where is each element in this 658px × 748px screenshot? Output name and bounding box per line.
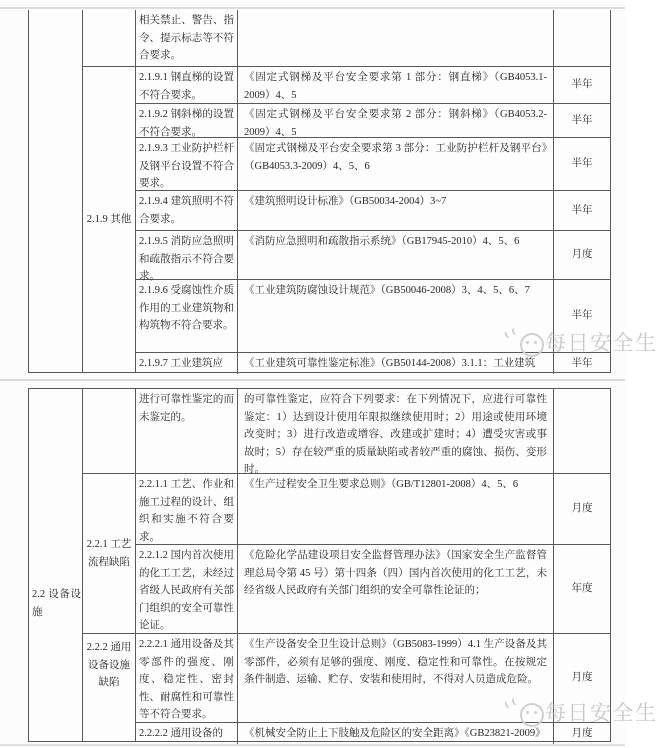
- table-row: [136, 389, 610, 474]
- standard-reference-cell: 《生产过程安全卫生要求总则》（GB/T12801-2008）4、5、6: [238, 474, 554, 544]
- table-row: [136, 104, 610, 138]
- item-description-cell: 2.1.9.1 钢直梯的设置不符合要求。: [136, 67, 238, 103]
- standard-reference-cell: 的可靠性鉴定，应符合下列要求：在下列情况下，应进行可靠性鉴定：1）达到设计使用年限拟继续使用时；2）用途或使用环境改变时；3）进行改造或增容、改建或扩建时；4）遭受灾害或事故时；5）存在较严重的质量缺陷或者较严重的腐蚀、损伤、变形时。: [238, 389, 554, 473]
- subcategory-cell: 2.2.2 通用设备设施缺陷: [86, 642, 132, 688]
- standard-reference-cell: 《固定式钢梯及平台安全要求第 3 部分：工业防护栏杆及钢平台》（GB4053.3-2009）4、5、6: [238, 138, 554, 190]
- check-frequency-cell: 半年: [571, 357, 593, 369]
- check-frequency-cell: 年度: [571, 583, 593, 595]
- table-row: [136, 634, 610, 723]
- subcategory-cell: 2.1.9 其他: [86, 213, 132, 225]
- table-row: [136, 138, 610, 191]
- item-description-cell: 进行可靠性鉴定的而未鉴定的。: [136, 389, 238, 473]
- subcategory-cell: 2.2.1 工艺流程缺陷: [83, 474, 135, 634]
- table-row: [136, 280, 610, 353]
- check-frequency-cell: 月度: [571, 503, 593, 515]
- item-description-cell: 2.1.9.3 工业防护栏杆及钢平台设置不符合要求。: [136, 138, 238, 190]
- category-cell: 2.2 设备设施: [32, 589, 81, 618]
- subcategory-cell-empty: [83, 389, 135, 474]
- item-description-cell: 2.1.9.5 消防应急照明和疏散指示不符合要求。: [136, 231, 238, 279]
- item-description-cell: 2.1.9.4 建筑照明不符合要求。: [136, 191, 238, 230]
- page-bottom-edge: [0, 744, 625, 746]
- check-frequency-cell: [554, 389, 610, 473]
- item-description-cell: 2.2.2.2 通用设备的: [136, 723, 238, 744]
- table-row: [136, 353, 610, 374]
- table-row: [136, 67, 610, 104]
- standard-reference-cell: [238, 10, 554, 66]
- item-description-cell: 2.2.1.2 国内首次使用的化工工艺，未经过省级人民政府有关部门组织的安全可靠性论证。: [136, 545, 238, 633]
- check-frequency-cell: 月度: [571, 672, 593, 684]
- standard-reference-cell: 《生产设备安全卫生设计总则》（GB5083-1999）4.1 生产设备及其零部件，必须有足够的强度、刚度、稳定性和可靠性。在按规定条件制造、运输、贮存、安装和使用时，不得对人员造成危险。: [238, 634, 554, 722]
- item-description-cell: 2.2.1.1 工艺、作业和施工过程的设计、组织和实施不符合要求。: [136, 474, 238, 544]
- item-description-cell: 2.1.9.2 钢斜梯的设置不符合要求。: [136, 104, 238, 137]
- defect-table-bottom: [28, 388, 611, 742]
- standard-reference-cell: 《建筑照明设计标准》（GB50034-2004）3~7: [238, 191, 554, 230]
- check-frequency-cell: 半年: [571, 79, 593, 91]
- subcategory-column: [83, 389, 136, 741]
- check-frequency-cell: 半年: [571, 158, 593, 170]
- standard-reference-cell: 《工业建筑可靠性鉴定标准》（GB50144-2008）3.1.1：工业建筑: [238, 353, 554, 374]
- item-description-cell: 2.2.2.1 通用设备及其零部件的强度、刚度、稳定性、密封性、耐腐性和可靠性等不符合要求。: [136, 634, 238, 722]
- item-description-cell: 2.1.9.6 受腐蚀性介质作用的工业建筑物和构筑物不符合要求。: [136, 280, 238, 352]
- table-row: [136, 10, 610, 67]
- table-rows: [136, 10, 610, 372]
- check-frequency-cell: 月度: [571, 249, 593, 261]
- table-row: [136, 231, 610, 280]
- table-row: [136, 723, 610, 744]
- subcategory-column: [83, 10, 136, 372]
- standard-reference-cell: 《消防应急照明和疏散指示系统》（GB17945-2010）4、5、6: [238, 231, 554, 279]
- standard-reference-cell: 《危险化学品建设项目安全监督管理办法》（国家安全生产监督管理总局令第 45 号）第十四条（四）国内首次使用的化工工艺，未经省级人民政府有关部门组织的安全可靠性论证的；: [238, 545, 554, 633]
- page-top-edge: [0, 7, 625, 9]
- standard-reference-cell: 《工业建筑防腐蚀设计规范》（GB50046-2008）3、4、5、6、7: [238, 280, 554, 352]
- watermark-text: 每日安全生: [545, 701, 658, 725]
- category-column: [29, 10, 83, 372]
- standard-reference-cell: 《固定式钢梯及平台安全要求第 2 部分：钢斜梯》（GB4053.2-2009）4、5: [238, 104, 554, 137]
- item-description-cell: 2.1.9.7 工业建筑应: [136, 353, 238, 374]
- table-row: [136, 545, 610, 634]
- table-rows: [136, 389, 610, 741]
- standard-reference-cell: 《固定式钢梯及平台安全要求第 1 部分：钢直梯》（GB4053.1-2009）4、5: [238, 67, 554, 103]
- defect-table-top: [28, 10, 611, 373]
- item-description-cell: 相关禁止、警告、指令、提示标志等不符合要求。: [136, 10, 238, 66]
- table-row: [136, 474, 610, 545]
- subcategory-cell-empty: [83, 10, 135, 67]
- check-frequency-cell: 半年: [571, 204, 593, 216]
- check-frequency-cell: 半年: [571, 310, 593, 322]
- page-break-edge: [0, 379, 625, 381]
- check-frequency-cell: 月度: [571, 727, 593, 739]
- check-frequency-cell: [554, 10, 610, 66]
- check-frequency-cell: 半年: [571, 114, 593, 126]
- category-column: [29, 389, 83, 741]
- table-row: [136, 191, 610, 231]
- standard-reference-cell: 《机械安全防止上下肢触及危险区的安全距离》《GB23821-2009》: [238, 723, 554, 744]
- watermark-text: 每日安全生: [545, 331, 658, 355]
